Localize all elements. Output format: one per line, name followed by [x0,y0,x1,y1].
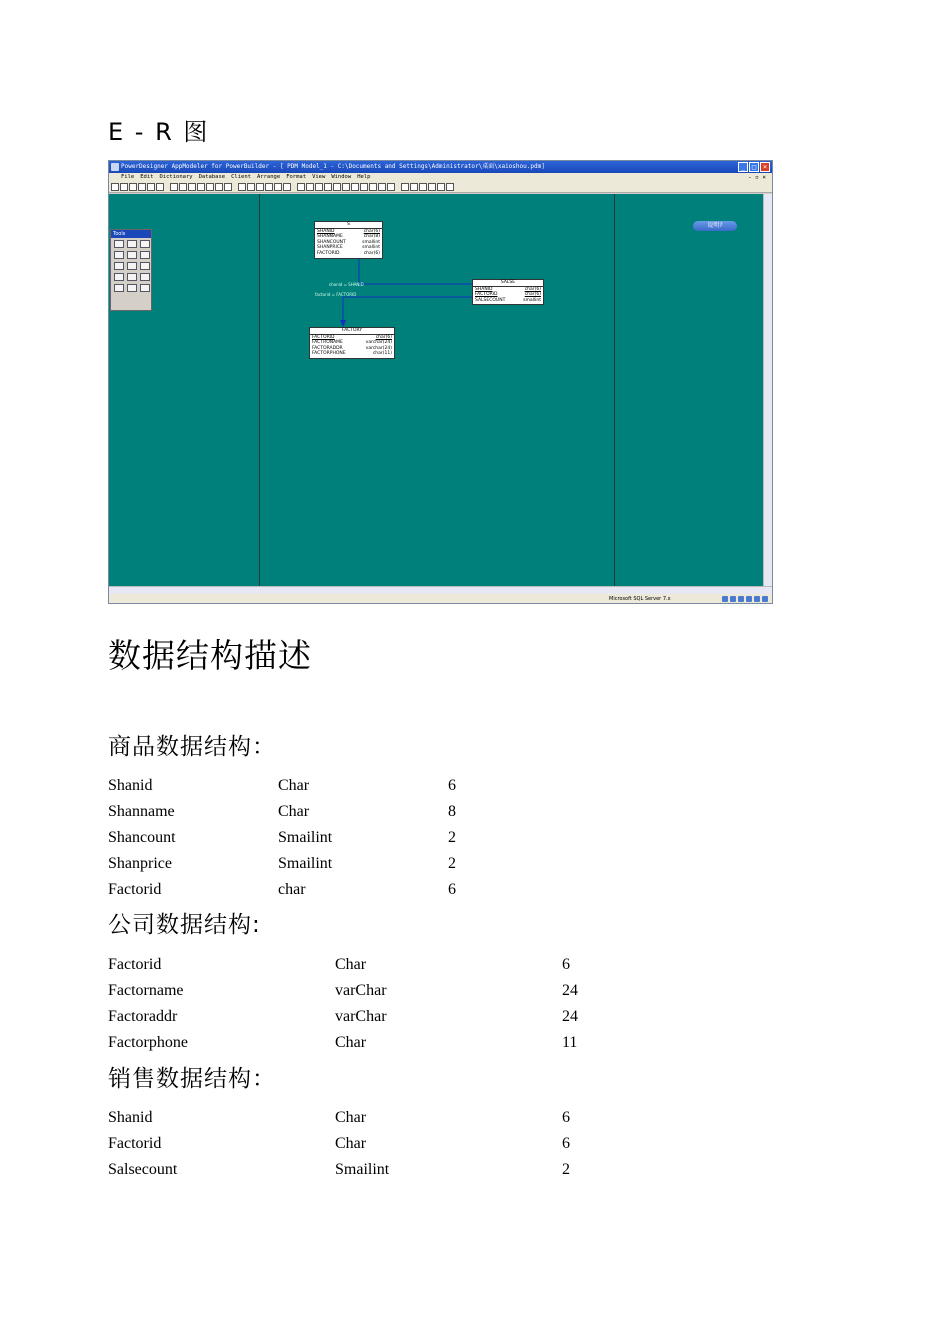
column-name: SHANNAME [317,234,343,240]
toolbar-button-icon[interactable] [401,183,409,191]
toolbar-button-icon[interactable] [428,183,436,191]
relation-arrow [340,320,346,327]
column-type: smallint [362,239,380,245]
section-title: 数据结构描述 [108,636,312,675]
menu-item[interactable]: Format [286,174,307,180]
field-type: Char [335,1135,367,1152]
field-name: Shanname [108,803,175,820]
toolbar-button-icon[interactable] [238,183,246,191]
field-type: Smailint [278,829,333,846]
field-length: 2 [448,855,456,872]
column-type: char(8) [363,234,380,240]
toolbar-button-icon[interactable] [247,183,255,191]
field-name: Shanprice [108,855,172,872]
field-type: Char [278,803,310,820]
relation-label: shanid = SHANID [329,282,364,287]
field-length: 6 [448,881,456,898]
tray-icon[interactable] [730,596,736,602]
field-name: Shanid [108,1109,153,1126]
field-type: Char [335,1109,367,1126]
menu-item[interactable]: View [312,174,326,180]
toolbar-button-icon[interactable] [265,183,273,191]
diagram-canvas[interactable] [109,194,764,586]
toolbar-button-icon[interactable] [256,183,264,191]
toolbar-button-icon[interactable] [224,183,232,191]
toolbar-button-icon[interactable] [147,183,155,191]
field-length: 11 [562,1034,578,1051]
menu-item[interactable]: Database [198,174,226,180]
toolbar-button-icon[interactable] [170,183,178,191]
toolbar-button-icon[interactable] [165,183,169,191]
entity-name: FACTORY [310,328,394,335]
tray-icon[interactable] [746,596,752,602]
column-type: char(6) [363,250,380,256]
toolbar-button-icon[interactable] [206,183,214,191]
toolbar-button-icon[interactable] [410,183,418,191]
field-name: Salsecount [108,1161,178,1178]
close-icon[interactable]: × [760,162,770,172]
minimize-icon[interactable]: _ [738,162,748,172]
toolbar-button-icon[interactable] [197,183,205,191]
field-type: Char [335,956,367,973]
toolbar-button-icon[interactable] [306,183,314,191]
field-length: 6 [562,1109,570,1126]
field-length: 24 [562,982,578,999]
toolbar-button-icon[interactable] [360,183,368,191]
tray-icon[interactable] [738,596,744,602]
toolbar-button-icon[interactable] [283,183,291,191]
toolbar-button-icon[interactable] [369,183,377,191]
entity-salse[interactable] [472,279,544,305]
field-length: 6 [448,777,456,794]
column-type: char(6) [363,229,380,234]
toolbar-button-icon[interactable] [446,183,454,191]
toolbar-button-icon[interactable] [188,183,196,191]
entity-name: S [315,222,382,229]
toolbar-button-icon[interactable] [233,183,237,191]
statusbar [109,594,772,604]
column-type: varchar(24) [365,345,392,351]
column-type: char(6) [375,335,392,340]
entity-factory[interactable] [309,327,395,359]
field-type: Char [278,777,310,794]
field-name: Factorname [108,982,184,999]
entity-column-row [315,251,382,256]
menu-item[interactable]: Client [231,174,251,180]
field-type: char [278,881,306,898]
field-name: Factorphone [108,1034,188,1051]
field-name: Factorid [108,956,162,973]
field-length: 2 [448,829,456,846]
toolbar-button-icon[interactable] [396,183,400,191]
status-database: Microsoft SQL Server 7.x [609,596,671,602]
column-name: FACTORID [475,292,498,298]
mdi-controls[interactable]: - ▫ × [747,174,766,181]
field-type: Smailint [278,855,333,872]
entity-name: SALSE [473,280,543,287]
field-name: Factorid [108,881,162,898]
toolbar-button-icon[interactable] [297,183,305,191]
app-icon [111,163,119,171]
field-length: 6 [562,1135,570,1152]
menu-item[interactable]: File [121,174,135,180]
field-length: 6 [562,956,570,973]
column-name: FACTORID [312,335,335,340]
column-name: SALSECOUNT [475,297,506,303]
toolbar-button-icon[interactable] [111,183,119,191]
toolbar-button-icon[interactable] [179,183,187,191]
field-name: Shancount [108,829,176,846]
field-name: Factorid [108,1135,162,1152]
tray-icon[interactable] [762,596,768,602]
powerdesigner-window-screenshot [108,160,773,604]
menu-item[interactable]: Arrange [257,174,281,180]
toolbar-button-icon[interactable] [378,183,386,191]
column-name: SHANID [317,229,335,234]
entity-column-row [473,298,543,303]
toolbar-button-icon[interactable] [342,183,350,191]
toolbar-button-icon[interactable] [419,183,427,191]
field-length: 24 [562,1008,578,1025]
column-name: SHANCOUNT [317,239,346,245]
window-titlebar [109,161,772,173]
column-type: smallint [362,245,380,251]
column-type: char(11) [372,351,392,357]
field-type: Smailint [335,1161,390,1178]
relation-label: factorid = FACTORID [315,292,357,297]
field-type: Char [335,1034,367,1051]
column-name: FACTRONAME [312,340,343,346]
entity-column-row [310,351,394,356]
column-type: char(6) [524,292,541,298]
entity-s[interactable] [314,221,383,259]
window-controls [738,162,770,172]
tray-icon[interactable] [722,596,728,602]
relationship-lines [109,194,764,586]
column-name: FACTORADDR [312,345,343,351]
tools-title: Tools [111,230,151,238]
toolbar-button-icon[interactable] [129,183,137,191]
tray-icon[interactable] [754,596,760,602]
column-type: varchar(24) [365,340,392,346]
sales-structure-title: 销售数据结构： [108,1066,276,1092]
toolbar-button-icon[interactable] [138,183,146,191]
toolbar-button-icon[interactable] [156,183,164,191]
menu-item[interactable]: Dictionary [159,174,193,180]
er-heading: E - R 图 [108,118,210,146]
help-button[interactable]: 说明? [693,221,737,231]
toolbar-button-icon[interactable] [315,183,323,191]
system-tray [722,596,768,602]
toolbar-button-icon[interactable] [120,183,128,191]
maximize-icon[interactable]: □ [749,162,759,172]
toolbar-button-icon[interactable] [387,183,395,191]
toolbar-button-icon[interactable] [274,183,282,191]
column-name: SHANID [475,287,493,292]
field-length: 8 [448,803,456,820]
column-name: FACTORPHONE [312,351,346,357]
field-type: varChar [335,982,387,999]
menu-item[interactable]: Window [331,174,352,180]
toolbar-button-icon[interactable] [292,183,296,191]
field-length: 2 [562,1161,570,1178]
menubar [109,173,772,182]
menu-item[interactable]: Edit [140,174,154,180]
menu-item[interactable]: Help [357,174,371,180]
toolbar-button-icon[interactable] [437,183,445,191]
vertical-scrollbar[interactable] [763,194,772,586]
toolbar-button-icon[interactable] [333,183,341,191]
field-type: varChar [335,1008,387,1025]
toolbar-button-icon[interactable] [324,183,332,191]
column-name: FACTORID [317,250,340,256]
goods-structure-title: 商品数据结构： [108,734,276,760]
column-type: char(6) [524,287,541,292]
toolbar-button-icon[interactable] [215,183,223,191]
window-title: PowerDesigner AppModeler for PowerBuilder - [ PDM Model_1 - C:\Documents and Settings\Administrator\桌面\xaioshou.pdm] [121,163,545,170]
horizontal-scrollbar[interactable] [109,586,772,594]
field-name: Factoraddr [108,1008,178,1025]
toolbar [109,182,772,193]
company-structure-title: 公司数据结构: [108,912,261,938]
toolbar-button-icon[interactable] [351,183,359,191]
field-name: Shanid [108,777,153,794]
column-type: smallint [523,297,541,303]
column-name: SHANPRICE [317,245,343,251]
